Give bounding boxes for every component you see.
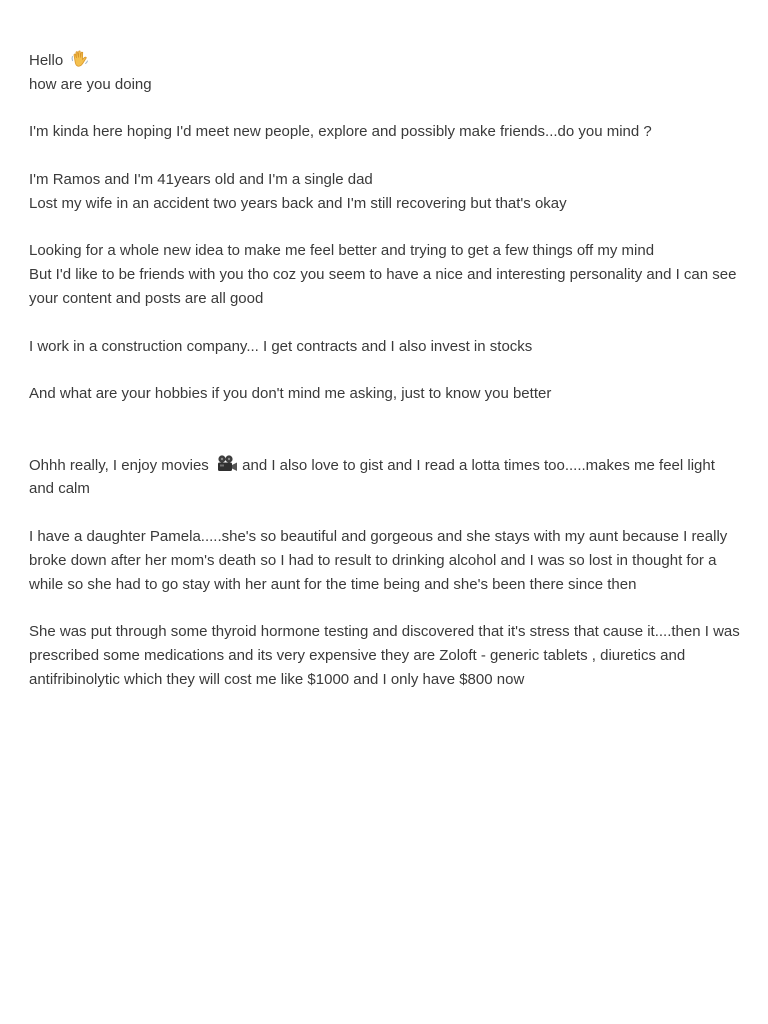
waving-hand-icon [70,49,90,69]
message-medications: She was put through some thyroid hormone testing and discovered that it's stress that cause it....then I was prescribed some medications and its very expensive they are Zoloft - generic tablets , diuretics and antifribinolytic which they will cost me like $1000 and I only have $800 now [29,623,740,688]
greeting-question: how are you doing [29,75,152,93]
message-intro: I'm kinda here hoping I'd meet new people, explore and possibly make friends...do you mind ? [29,123,652,141]
message-document [29,49,741,715]
message-hobbies-question: And what are your hobbies if you don't mind me asking, just to know you better [29,385,552,403]
movie-camera-icon [216,454,238,474]
message-greeting [29,49,741,97]
message-work: I work in a construction company... I get contracts and I also invest in stocks [29,337,533,355]
greeting-text: Hello [29,52,64,69]
message-hobbies: Ohhh really, I enjoy movies and I also love to gist and I read a lotta times too.....makes me feel light and calm [29,454,741,502]
message-looking-for: Looking for a whole new idea to make me feel better and trying to get a few things off my mind But I'd like to be friends with you tho coz you seem to have a nice and interesting personality and I can see your content and posts are all good [29,242,737,307]
message-about: I'm Ramos and I'm 41years old and I'm a single dad Lost my wife in an accident two years back and I'm still recovering but that's okay [29,170,567,212]
message-daughter: I have a daughter Pamela.....she's so beautiful and gorgeous and she stays with my aunt because I really broke down after her mom's death so I had to result to drinking alcohol and I was so lost in thought for a while so she had to go stay with her aunt for the time being and she's been there since then [29,527,728,593]
